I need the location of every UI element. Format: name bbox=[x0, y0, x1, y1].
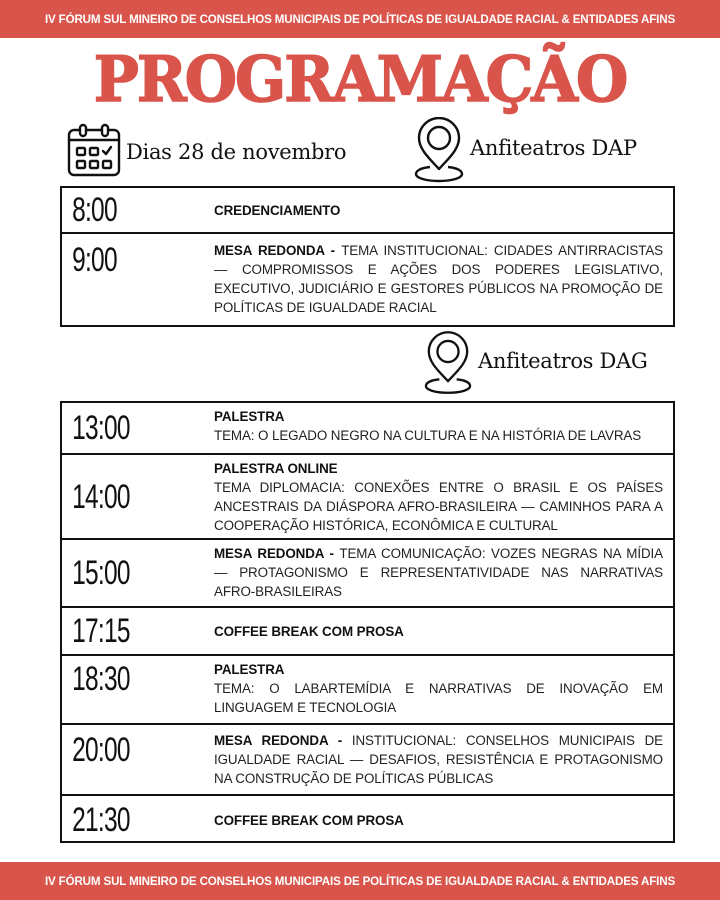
event-title: COFFEE BREAK COM PROSA bbox=[214, 624, 404, 639]
location-label: Anfiteatros DAP bbox=[470, 136, 637, 160]
schedule-row bbox=[62, 188, 673, 232]
location-dag bbox=[424, 331, 647, 395]
event-title: MESA REDONDA bbox=[214, 243, 325, 258]
event-description bbox=[214, 234, 673, 324]
event-description bbox=[214, 188, 673, 232]
event-title: PALESTRA ONLINE bbox=[214, 461, 338, 476]
schedule-row bbox=[62, 794, 673, 843]
event-time: 17:15 bbox=[72, 612, 130, 650]
event-title: MESA REDONDA bbox=[214, 546, 324, 561]
event-body: TEMA: O LEGADO NEGRO NA CULTURA E NA HISTÓRIA DE LAVRAS bbox=[214, 428, 642, 443]
event-title: PALESTRA bbox=[214, 409, 285, 424]
event-time: 13:00 bbox=[72, 409, 130, 447]
event-description bbox=[214, 403, 673, 453]
event-time: 8:00 bbox=[72, 191, 117, 229]
event-body: INSTITUCIONAL: CONSELHOS MUNICIPAIS DE IGUALDADE RACIAL — DESAFIOS, RESISTÊNCIA E PROTAGONISMO NA CONSTRUÇÃO DE POLÍTICAS PÚBLICAS bbox=[214, 733, 664, 786]
event-time: 18:30 bbox=[72, 660, 130, 698]
date-label: Dias 28 de novembro bbox=[126, 140, 347, 164]
event-separator: - bbox=[323, 546, 340, 561]
event-description bbox=[214, 455, 673, 538]
event-body: TEMA DIPLOMACIA: CONEXÕES ENTRE O BRASIL E OS PAÍSES ANCESTRAIS DA DIÁSPORA AFRO-BRASILEIRA — CAMINHOS PARA A COOPERAÇÃO HISTÓRICA, ECONÔMICA E CULTURAL bbox=[214, 480, 663, 533]
event-description bbox=[214, 725, 673, 794]
schedule-row bbox=[62, 606, 673, 654]
location-dap bbox=[414, 117, 637, 183]
event-body: TEMA INSTITUCIONAL: CIDADES ANTIRRACISTAS — COMPROMISSOS E AÇÕES DOS PODERES LEGISLATIVO, EXECUTIVO, JUDICIÁRIO E GESTORES PÚBLICOS NA PROMOÇÃO DE POLÍTICAS DE IGUALDADE RACIAL bbox=[214, 243, 663, 315]
event-body: TEMA COMUNICAÇÃO: VOZES NEGRAS NA MÍDIA — PROTAGONISMO E REPRESENTATIVIDADE NAS NARRATIVAS AFRO-BRASILEIRAS bbox=[214, 546, 663, 599]
event-time: 15:00 bbox=[72, 554, 130, 592]
schedule-table-dag bbox=[60, 401, 675, 843]
event-body: TEMA: O LABARTEMÍDIA E NARRATIVAS DE INOVAÇÃO EM LINGUAGEM E TECNOLOGIA bbox=[214, 681, 663, 715]
event-title: PALESTRA bbox=[214, 662, 285, 677]
event-description bbox=[214, 796, 673, 843]
event-time: 9:00 bbox=[72, 241, 117, 279]
event-description bbox=[214, 656, 673, 723]
schedule-row bbox=[62, 232, 673, 324]
banner-text: IV FÓRUM SUL MINEIRO DE CONSELHOS MUNICIPAIS DE POLÍTICAS DE IGUALDADE RACIAL & ENTIDADES AFINS bbox=[44, 12, 676, 26]
event-separator: - bbox=[328, 733, 352, 748]
event-time: 20:00 bbox=[72, 731, 130, 769]
calendar-icon bbox=[66, 122, 122, 178]
map-pin-icon bbox=[424, 331, 472, 395]
map-pin-icon bbox=[414, 117, 464, 183]
schedule-row bbox=[62, 654, 673, 723]
top-banner bbox=[0, 0, 720, 38]
page-title: PROGRAMAÇÃO bbox=[93, 43, 627, 117]
bottom-banner bbox=[0, 862, 720, 900]
event-title: COFFEE BREAK COM PROSA bbox=[214, 812, 404, 828]
event-date bbox=[66, 122, 346, 178]
schedule-row bbox=[62, 403, 673, 453]
event-time: 14:00 bbox=[72, 477, 130, 516]
event-separator: - bbox=[324, 243, 342, 258]
schedule-row bbox=[62, 723, 673, 794]
event-title: MESA REDONDA bbox=[214, 733, 329, 748]
schedule-table-dap bbox=[60, 186, 675, 327]
event-title: CREDENCIAMENTO bbox=[214, 203, 341, 218]
location-label: Anfiteatros DAG bbox=[478, 349, 648, 373]
event-time: 21:30 bbox=[72, 800, 130, 839]
schedule-row bbox=[62, 453, 673, 538]
event-description bbox=[214, 608, 673, 654]
schedule-row bbox=[62, 538, 673, 606]
banner-text: IV FÓRUM SUL MINEIRO DE CONSELHOS MUNICIPAIS DE POLÍTICAS DE IGUALDADE RACIAL & ENTIDADES AFINS bbox=[44, 874, 676, 888]
event-description bbox=[214, 540, 673, 606]
